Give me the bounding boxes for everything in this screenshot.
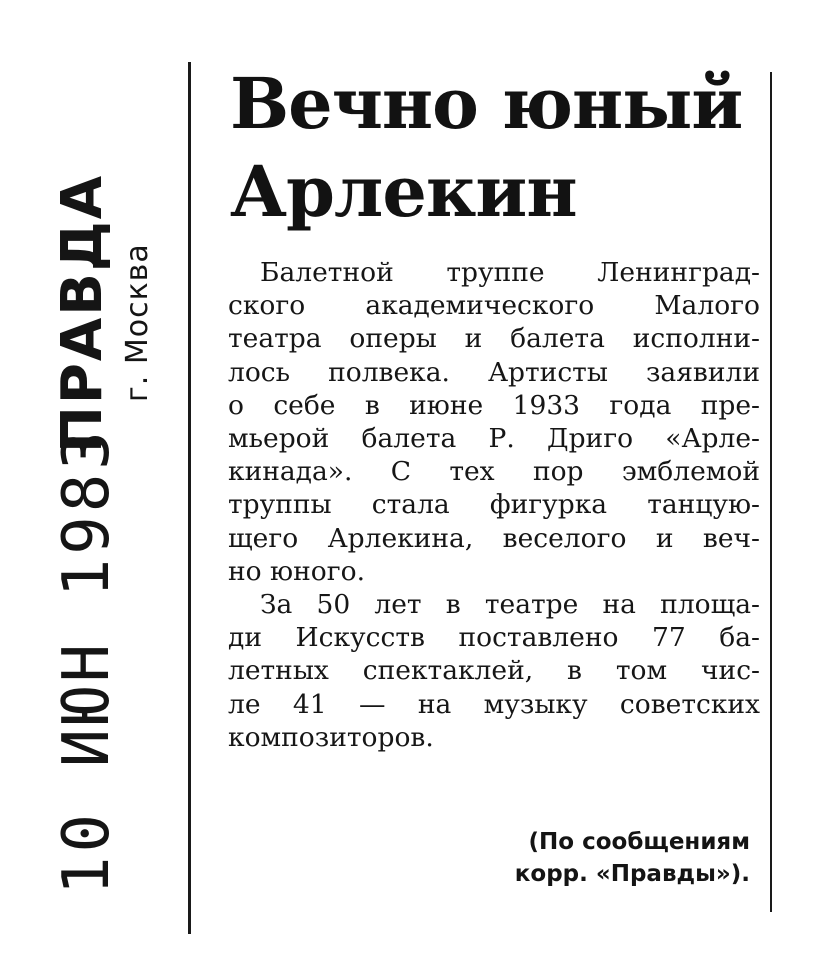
body-line: труппы стала фигурка танцую- [228,489,760,521]
headline-line-2: Арлекин [230,150,577,233]
right-column-rule [770,72,772,912]
credit-line-2: корр. «Правды»). [514,861,750,887]
body-line: о себе в июне 1933 года пре- [228,389,760,421]
body-line: щего Арлекина, веселого и веч- [228,522,760,554]
body-line: театра оперы и балета исполни- [228,323,760,355]
headline-line-1: Вечно юный [230,62,743,145]
body-line: кинада». С тех пор эмблемой [228,456,760,488]
stamp-publication: ПРАВДА [50,173,115,453]
article-headline [230,60,742,236]
body-line: композиторов. [228,721,434,753]
body-line: ди Искусств поставлено 77 ба- [228,622,760,654]
body-line: ле 41 — на музыку советских [228,688,760,720]
left-column-rule [188,62,191,934]
body-line: летных спектаклей, в том чис- [228,655,760,687]
credit-line-1: (По сообщениям [528,829,750,855]
body-line: Балетной труппе Ленинград- [260,257,760,288]
body-line: мьерой балета Р. Дриго «Арле- [228,423,760,455]
article-credit [440,826,750,890]
body-line: За 50 лет в театре на площа- [260,589,760,621]
article-body [228,256,760,754]
body-line: но юного. [228,555,365,587]
body-line: ского академического Малого [228,290,760,322]
stamp-city: г. Москва [120,243,155,402]
body-line: лось полвека. Артисты заявили [228,356,760,388]
stamp-date: 10 ИЮН 1983 [50,427,124,895]
